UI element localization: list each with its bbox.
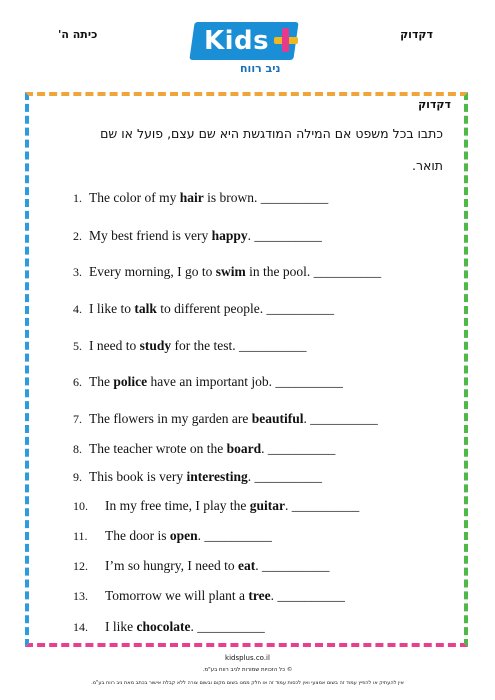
question-text: Every morning, I go to — [89, 264, 216, 279]
question-item — [73, 469, 322, 485]
question-text: The flowers in my garden are — [89, 411, 252, 426]
question-text-end: have an important job. __________ — [147, 374, 343, 389]
instructions: כתבו בכל משפט אם המילה המודגשת היא שם עצם, פועל או שם תואר. — [100, 126, 443, 173]
question-text: I’m so hungry, I need to — [105, 558, 238, 573]
footer-site: kidsplus.co.il — [225, 654, 270, 662]
question-item — [73, 528, 272, 544]
question-text-end: . __________ — [247, 469, 322, 484]
question-text: The — [89, 374, 114, 389]
question-item — [73, 228, 322, 244]
kids-plus-logo — [180, 12, 315, 80]
question-text: I like — [105, 619, 137, 634]
grade-label: כיתה ה' — [58, 28, 98, 41]
question-highlighted-word: open — [169, 528, 198, 543]
question-number: 6. — [73, 375, 82, 389]
question-text: My best friend is very — [89, 228, 212, 243]
question-number: 10. — [73, 499, 88, 513]
question-text-end: . __________ — [261, 441, 336, 456]
question-text-end: . __________ — [270, 588, 345, 603]
question-item — [73, 498, 359, 514]
question-text: I like to — [89, 301, 135, 316]
question-number: 5. — [73, 339, 82, 353]
question-number: 4. — [73, 302, 82, 316]
question-highlighted-word: talk — [134, 301, 157, 316]
question-item — [73, 374, 343, 390]
question-highlighted-word: swim — [215, 264, 246, 279]
question-number: 7. — [73, 412, 82, 426]
question-item — [73, 301, 334, 317]
question-text: The color of my — [89, 190, 180, 205]
question-number: 8. — [73, 442, 82, 456]
question-text-end: for the test. __________ — [171, 338, 307, 353]
question-number: 9. — [73, 470, 82, 484]
question-number: 3. — [73, 265, 82, 279]
worksheet-title: דקדוק — [418, 98, 451, 111]
question-text: Tomorrow we will plant a — [105, 588, 249, 603]
question-text-end: . __________ — [197, 528, 272, 543]
question-number: 2. — [73, 229, 82, 243]
question-item — [73, 264, 381, 280]
question-text: I need to — [89, 338, 140, 353]
question-number: 13. — [73, 589, 88, 603]
question-highlighted-word: board — [226, 441, 262, 456]
question-number: 14. — [73, 620, 88, 634]
question-highlighted-word: study — [139, 338, 172, 353]
question-item — [73, 411, 378, 427]
question-highlighted-word: chocolate — [136, 619, 191, 634]
question-text-end: . __________ — [247, 228, 322, 243]
question-item — [73, 338, 306, 354]
question-text: The teacher wrote on the — [89, 441, 227, 456]
question-highlighted-word: eat — [237, 558, 256, 573]
question-text-end: . __________ — [284, 498, 360, 513]
plus-icon — [274, 28, 298, 52]
question-text-end: is brown. __________ — [203, 190, 329, 205]
question-highlighted-word: hair — [179, 190, 204, 205]
question-item — [73, 619, 265, 635]
question-item — [73, 441, 335, 457]
footer-copyright: © כל הזכויות שמורות לניב רווח בע"מ. — [202, 667, 293, 673]
question-text: This book is very — [89, 469, 187, 484]
question-highlighted-word: police — [113, 374, 148, 389]
question-number: 12. — [73, 559, 88, 573]
question-text-end: . __________ — [303, 411, 378, 426]
question-text-end: to different people. __________ — [156, 301, 334, 316]
question-highlighted-word: interesting — [186, 469, 248, 484]
question-item — [73, 190, 328, 206]
question-highlighted-word: beautiful — [251, 411, 304, 426]
logo-wordmark: Kids — [204, 26, 270, 56]
question-number: 11. — [73, 529, 88, 543]
footer-legal: אין להעתיק או להפיץ עמוד זה בשום אמצעי ואין לכסות עמוד זה או חלק ממנו בשום מקום ובשום צורה ללא קבלת אישור בכתב מאת ניב רווח בע"מ. — [91, 680, 404, 686]
plus-icon-vertical — [282, 28, 289, 52]
question-highlighted-word: tree — [248, 588, 271, 603]
question-text-end: . __________ — [255, 558, 330, 573]
question-item — [73, 588, 345, 604]
question-text-end: . __________ — [190, 619, 265, 634]
question-text: In my free time, I play the — [105, 498, 250, 513]
subject-label: דקדוק — [400, 28, 433, 41]
question-highlighted-word: happy — [211, 228, 248, 243]
question-text: The door is — [105, 528, 170, 543]
question-number: 1. — [73, 191, 82, 205]
logo-subtitle: ניב רווח — [240, 62, 281, 75]
question-highlighted-word: guitar — [249, 498, 285, 513]
question-text-end: in the pool. __________ — [245, 264, 382, 279]
question-item — [73, 558, 329, 574]
